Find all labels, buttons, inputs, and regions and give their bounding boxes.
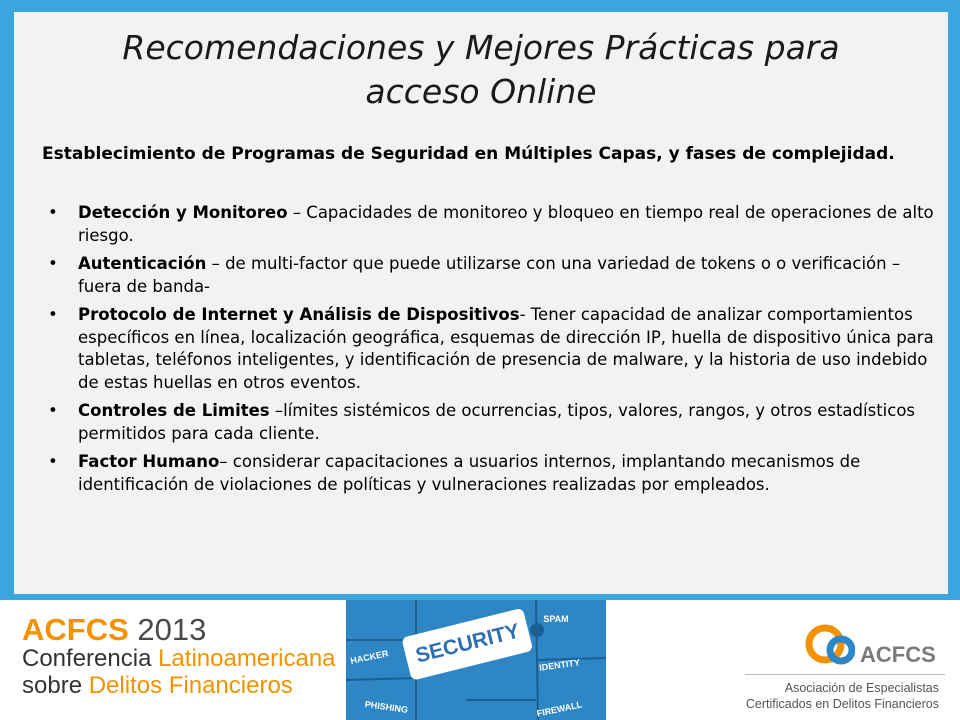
logo-tagline [746,680,939,712]
bullet-term: Detección y Monitoreo [78,203,288,222]
conf-line3a: sobre [22,672,89,699]
bullet-text: –límites sistémicos de ocurrencias, tipos, valores, rangos, y otros estadísticos permitidos para cada cliente. [78,401,916,443]
slide-content [14,12,948,594]
conf-line2a: Conferencia [22,645,159,672]
bullet-text: - Tener capacidad de analizar comportamientos específicos en línea, localización geográfica, esquemas de dirección IP, huella de dispositivo única para tabletas, teléfonos inteligentes, y identificación de presencia de malware, y la historia de uso indebido de estas huellas en otros eventos. [78,305,934,392]
bullet-item [42,202,938,247]
bullet-item [42,400,938,445]
security-puzzle-image [346,600,606,720]
title-line-1: Recomendaciones y Mejores Prácticas para [122,28,840,67]
bullet-term: Autenticación [78,254,207,273]
conference-title [22,614,336,699]
bullet-text: – considerar capacitaciones a usuarios internos, implantando mecanismos de identificación de violaciones de políticas y vulneraciones realizadas por empleados. [78,452,861,494]
bullet-term: Protocolo de Internet y Análisis de Dispositivos [78,305,520,324]
slide-title [14,26,948,114]
bullet-term: Factor Humano [78,452,220,471]
conf-year: 2013 [128,612,207,647]
bullet-text: – Capacidades de monitoreo y bloqueo en tiempo real de operaciones de alto riesgo. [78,203,934,245]
bullet-term: Controles de Limites [78,401,270,420]
bullet-item [42,451,938,496]
logo-tagline-2: Certificados en Delitos Financieros [745,697,939,711]
puzzle-word-5: FIREWALL [535,699,583,719]
conf-line3b: Delitos Financieros [88,672,293,699]
bullet-item [42,253,938,298]
logo-divider [745,674,945,675]
puzzle-word-4: PHISHING [364,699,409,716]
conf-acronym: ACFCS [22,612,129,647]
logo-name: ACFCS [860,642,936,667]
bullet-list [42,202,938,502]
puzzle-word-3: IDENTITY [538,657,581,673]
footer-banner [0,600,960,720]
logo-tagline-1: Asociación de Especialistas [784,681,939,695]
conf-line2b: Latinoamericana [158,645,336,672]
title-line-2: acceso Online [365,72,597,111]
acfcs-logo [745,614,945,714]
puzzle-word-0: SECURITY [413,619,522,668]
slide-subtitle: Establecimiento de Programas de Seguridad en Múltiples Capas, y fases de complejidad. [42,144,895,164]
bullet-item [42,304,938,394]
bullet-text: – de multi-factor que puede utilizarse con una variedad de tokens o o verificación –fuera de banda- [78,254,901,296]
acfcs-logo-icon [745,614,855,674]
puzzle-word-1: SPAM [543,614,569,624]
puzzle-word-2: HACKER [349,648,390,666]
